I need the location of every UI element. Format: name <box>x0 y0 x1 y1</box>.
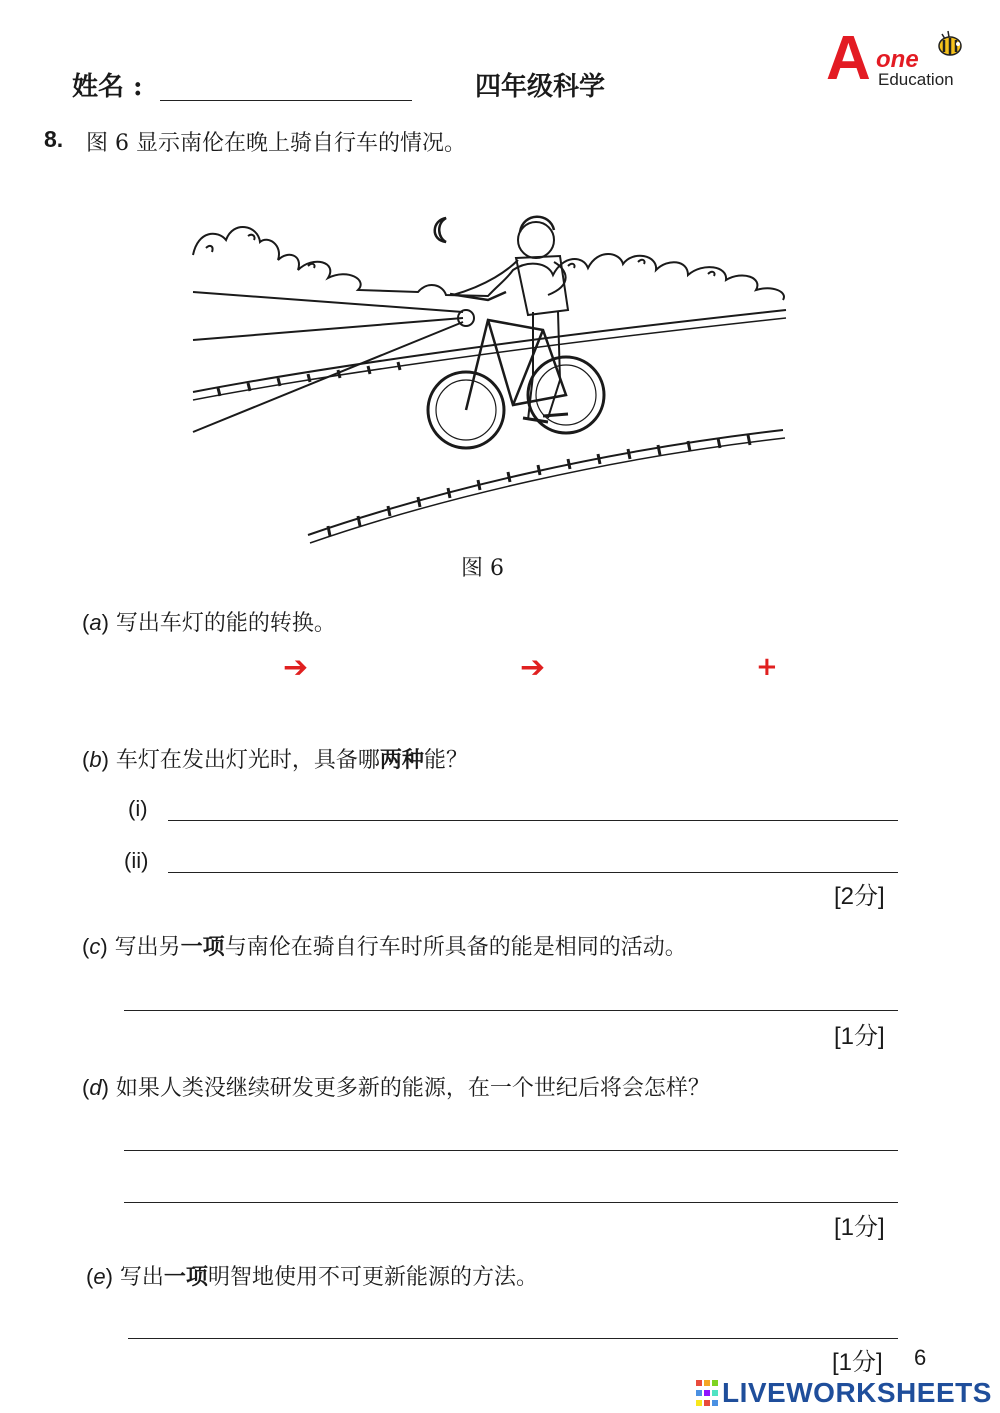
aone-education-logo <box>826 24 976 98</box>
part-a-text: 写出车灯的能的转换。 <box>115 611 336 636</box>
part-e-marks: [1分] <box>832 1349 883 1376</box>
figure-caption: 图 6 <box>461 556 504 581</box>
question-number: 8. <box>44 126 64 152</box>
page-number: 6 <box>914 1345 927 1370</box>
logo-education: Education <box>878 70 954 89</box>
question-text: 图 6 显示南伦在晚上骑自行车的情况。 <box>86 131 466 156</box>
part-e-text-1: 写出 <box>119 1265 164 1290</box>
brand-text: LIVEWORKSHEETS <box>722 1377 992 1408</box>
subject-title: 四年级科学 <box>475 72 606 102</box>
liveworksheets-brand <box>696 1377 992 1409</box>
part-b-item-i: (i) <box>128 796 148 821</box>
arrow-right-icon: ➔ <box>283 650 309 685</box>
part-d-answer-1[interactable] <box>124 1120 898 1151</box>
part-e-answer[interactable] <box>128 1308 898 1339</box>
part-d-text: 如果人类没继续研发更多新的能源，在一个世纪后将会怎样？ <box>115 1076 710 1101</box>
arrow-right-icon: ➔ <box>520 650 546 685</box>
part-b-prompt: (b) 车灯在发出灯光时，具备哪两种能？ <box>82 747 468 773</box>
energy-output-1-field[interactable] <box>560 650 754 688</box>
energy-middle-field[interactable] <box>320 650 519 688</box>
part-a-letter: a <box>89 610 102 635</box>
part-c-letter: c <box>89 934 101 959</box>
part-a-prompt: (a) 写出车灯的能的转换。 <box>82 610 336 636</box>
part-c-text-2: 与南伦在骑自行车时所具备的能是相同的活动。 <box>224 935 687 960</box>
part-b-text-1: 车灯在发出灯光时，具备哪 <box>115 748 380 773</box>
logo-letter: A <box>826 24 871 93</box>
part-c-text-bold: 一项 <box>180 934 225 960</box>
bush-outline <box>193 227 784 300</box>
part-d-answer-2[interactable] <box>124 1172 898 1203</box>
part-b-letter: b <box>89 747 102 772</box>
part-b-text-2: 能？ <box>423 748 468 773</box>
part-d-prompt: (d) 如果人类没继续研发更多新的能源，在一个世纪后将会怎样？ <box>82 1075 710 1101</box>
liveworksheets-logo-icon <box>696 1380 718 1406</box>
part-b-text-bold: 两种 <box>379 747 424 773</box>
part-b-item-ii: (ii) <box>124 848 149 873</box>
energy-output-2-field[interactable] <box>780 650 914 688</box>
name-field[interactable] <box>160 70 412 101</box>
part-b-marks: [2分] <box>834 883 885 910</box>
part-e-letter: e <box>93 1264 106 1289</box>
energy-source-field[interactable] <box>120 650 284 688</box>
logo-one: one <box>876 46 919 73</box>
part-c-marks: [1分] <box>834 1023 885 1050</box>
part-c-text-1: 写出另 <box>114 935 181 960</box>
name-label: 姓名 : <box>72 72 143 102</box>
moon-icon <box>435 218 446 242</box>
part-d-letter: d <box>89 1075 102 1100</box>
part-c-prompt: (c) 写出另一项与南伦在骑自行车时所具备的能是相同的活动。 <box>82 934 687 960</box>
bee-icon <box>934 28 966 60</box>
part-d-marks: [1分] <box>834 1214 885 1241</box>
part-e-text-bold: 一项 <box>163 1264 208 1290</box>
part-e-prompt: (e) 写出一项明智地使用不可更新能源的方法。 <box>86 1264 538 1290</box>
part-b-answer-1[interactable] <box>168 790 898 821</box>
part-c-answer[interactable] <box>124 980 898 1011</box>
part-e-text-2: 明智地使用不可更新能源的方法。 <box>207 1265 538 1290</box>
cyclist-illustration <box>188 200 788 545</box>
part-b-answer-2[interactable] <box>168 842 898 873</box>
plus-icon: + <box>756 652 778 682</box>
